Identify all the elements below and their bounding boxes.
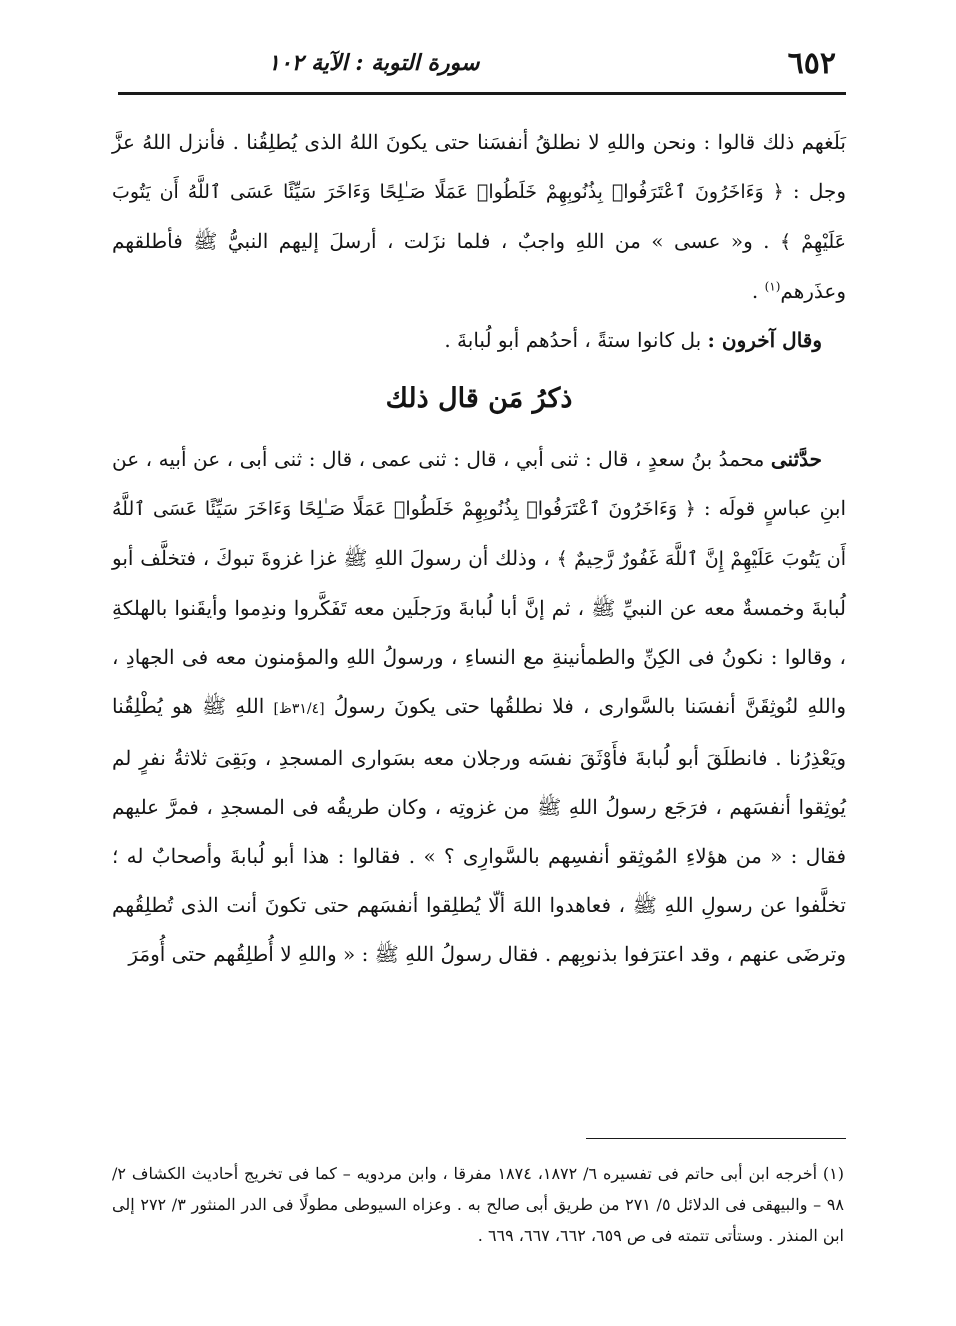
header-title: سورة التوبة : الآية ١٠٢: [268, 50, 480, 76]
footnote-1: (١) أخرجه ابن أبى حاتم فى تفسيره ٦/ ١٨٧٢، ١٨٧٤ مفرقا ، وابن مردويه – كما فى تخريج أحاديث الكشاف ٢/ ٩٨ – والبيهقى فى الدلائل ٥/ ٢٧١ من طريق أبى صالح به . وعزاه السيوطى مطولًا فى الدر المنثور ٣/ ٢٧٢ إلى ابن المنذر . وستأتى تتمته فى ص ٦٥٩، ٦٦٢، ٦٦٧، ٦٦٩ .: [112, 1164, 845, 1245]
paragraph-1: [112, 118, 846, 316]
footnotes: [112, 1158, 844, 1251]
paragraph-1-end: .: [751, 279, 759, 303]
page-number: ٦٥٢: [787, 46, 836, 81]
paragraph-1-text: بَلَغهم ذلك قالوا : ونحن واللهِ لا نطلقُ أنفسَنا حتى يكونَ اللهُ الذى يُطلِقُنا . فأنزل اللهُ عزَّ وجل :: [112, 130, 846, 203]
footnote-rule: [586, 1138, 846, 1139]
paragraph-3-text-c: اللهِ ﷺ هو يُطْلِقُنا ويَعْذِرُنا . فانطلَقَ أبو لُبابةَ فأَوْثَقَ نفسَه ورجلان معه بسَوارى المسجدِ ، وبَقِىَ ثلاثةُ نفرٍ لم يُوثِقوا أنفسَهم ، فرَجَع رسولُ اللهِ ﷺ من غزوتِه ، وكان طريقُه فى المسجدِ ، فمرَّ عليهم فقال : « من هؤلاءِ المُوثِقو أنفسِهم بالسَّوارِى ؟ » . فقالوا : هذا أبو لُبابةَ وأصحابٌ له ؛ تخلَّفوا عن رسولِ اللهِ ﷺ ، فعاهدوا اللهَ ألّا يُطلِقوا أنفسَهم حتى تكونَ أنت الذى تُطلِقُهم وترضَى عنهم ، وقد اعترَفوا بذنوبِهم . فقال رسولُ اللهِ ﷺ : « واللهِ لا أُطلِقُهم حتى أُومَرَ: [112, 694, 846, 966]
paragraph-3-lead: حدَّثنى: [770, 447, 822, 471]
paragraph-2-lead: وقال آخرون :: [707, 328, 822, 352]
paragraph-1-rest: . و« عسى » من اللهِ واجبٌ ، فلما نزَلت ، أرسلَ إليهم النبيُّ ﷺ فأطلقهم وعذَرهم: [112, 229, 846, 303]
quran-verse-1: ﴿ وَءَاخَرُونَ ٱعْتَرَفُوا۟ بِذُنُوبِهِمْ خَلَطُوا۟ عَمَلًا صَـٰلِحًا وَءَاخَرَ سَيِّئًا عَسَى ٱللَّهُ أَن يَتُوبَ عَلَيْهِمْ ﴾: [112, 181, 847, 253]
running-header: [118, 40, 846, 84]
paragraph-2-text: بل كانوا ستةً ، أحدُهم أبو لُبابةَ .: [444, 328, 702, 352]
paragraph-2: [112, 316, 846, 365]
paragraph-3-text-a: محمدُ بنُ سعدٍ ، قال : ثنى أبي ، قال : ثنى عمى ، قال : ثنى أبى ، عن أبيه ، عن ابنِ عباسٍ قولَه :: [112, 447, 847, 520]
header-rule: [118, 92, 846, 95]
section-heading: ذكرُ مَن قال ذلك: [385, 383, 573, 414]
footnote-ref-1: (١): [764, 279, 781, 294]
manuscript-folio-marker: [٣١/٤ظ]: [273, 701, 325, 717]
main-text: [112, 118, 846, 979]
quran-verse-2: ﴿ وَءَاخَرُونَ ٱعْتَرَفُوا۟ بِذُنُوبِهِمْ خَلَطُوا۟ عَمَلًا صَـٰلِحًا وَءَاخَرَ سَيِّئًا عَسَى ٱللَّهُ أَن يَتُوبَ عَلَيْهِمْ إِنَّ ٱللَّهَ غَفُورٌ رَّحِيمٌ ﴾: [112, 498, 846, 570]
paragraph-3-text-b: ، وذلك أن رسولَ اللهِ ﷺ غزا غزوةَ تبوكَ ، فتخلَّف أبو لُبابةَ وخمسةٌ معه عن النبيِّ ﷺ ، ثم إنَّ أبا لُبابةَ ورَجلَين معه تَفَكَّروا وندِموا وأيقَنوا بالهلكةِ ، وقالوا : نكونُ فى الكِنِّ والطمأنينةِ مع النساءِ ، ورسولُ اللهِ والمؤمنون معه فى الجهادِ ، واللهِ لنُوثِقَنَّ أنفسَنا بالسَّوارى ، فلا نطلقُها حتى يكونَ رسولُ: [112, 546, 846, 718]
paragraph-3: [112, 435, 846, 979]
